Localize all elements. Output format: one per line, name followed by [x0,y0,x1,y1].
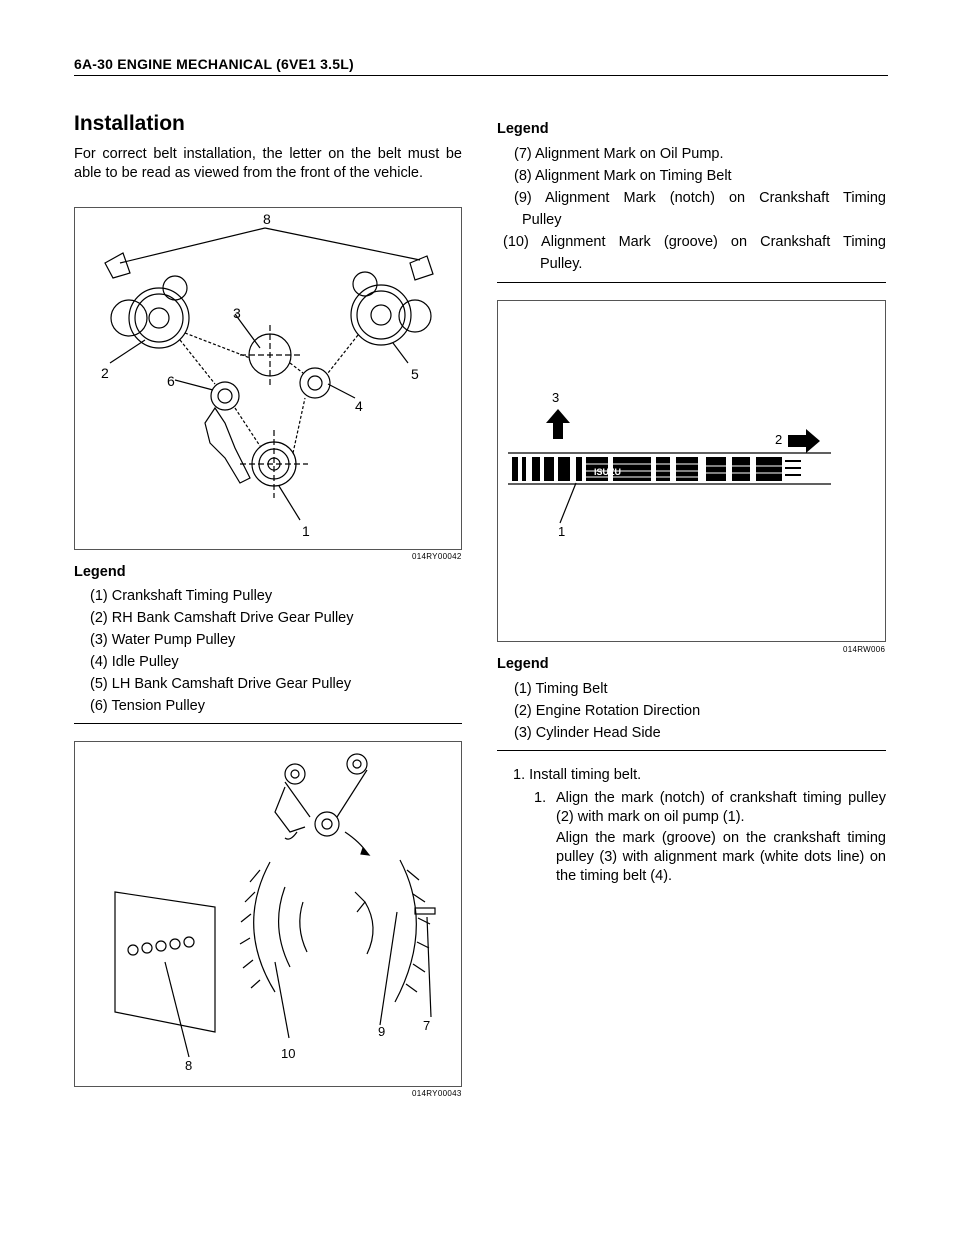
callout-4: 4 [355,398,363,414]
legend1-item: (3) Water Pump Pulley [90,632,236,648]
legend2-item: Pulley [522,212,562,228]
figure-timing-belt-marking [497,300,886,642]
callout-9: 9 [378,1024,386,1039]
belt-brand-text: ISUZU [594,467,621,477]
legend3-list [514,678,700,744]
substep-1-continuation: Align the mark (groove) on the crankshaft timing pulley (3) with alignment mark (white dots line) on the timing belt (4). [556,830,886,884]
figure2-code: 014RY00043 [412,1089,462,1098]
callout-3: 3 [233,305,241,321]
legend2-rule [497,282,886,283]
callout-3: 3 [552,390,560,405]
legend1-title: Legend [74,564,126,580]
callout-2: 2 [101,365,109,381]
legend1-list [90,585,354,717]
header-rule [74,75,888,76]
legend1-item: (1) Crankshaft Timing Pulley [90,588,273,604]
legend1-rule [74,723,462,724]
callout-10: 10 [281,1046,296,1061]
figure3-code: 014RW006 [843,645,886,654]
figure-timing-belt-layout [74,207,462,550]
legend2-item: (7) Alignment Mark on Oil Pump. [514,146,724,162]
page-header: 6A-30 ENGINE MECHANICAL (6VE1 3.5L) [74,56,354,72]
rotation-direction-arrow-icon [788,429,820,453]
substep-1-number: 1. [534,790,547,806]
callout-6: 6 [167,373,175,389]
legend2-title: Legend [497,121,549,137]
alignment-marks-illustration [75,742,461,1086]
legend1-item: (4) Idle Pulley [90,654,179,670]
legend2-item: (10) Alignment Mark (groove) on Crankshaft Timing [503,234,886,250]
timing-belt-marking-illustration [498,301,885,641]
figure-alignment-marks [74,741,462,1087]
legend2-item: (9) Alignment Mark (notch) on Crankshaft Timing [514,190,886,206]
callout-1: 1 [558,524,566,539]
figure1-code: 014RY00042 [412,552,462,561]
legend1-item: (5) LH Bank Camshaft Drive Gear Pulley [90,676,352,692]
legend2-item: Pulley. [540,256,583,272]
legend2-item: (8) Alignment Mark on Timing Belt [514,168,732,184]
callout-8: 8 [263,211,271,227]
legend3-item: (3) Cylinder Head Side [514,725,661,741]
callout-7: 7 [423,1018,431,1033]
legend2-list [497,143,886,275]
intro-paragraph: For correct belt installation, the letter on the belt must be able to be read as viewed from the front of the vehicle. [74,146,462,181]
section-title: Installation [74,112,185,135]
cylinder-head-arrow-icon [546,409,570,439]
legend3-title: Legend [497,656,549,672]
legend3-item: (2) Engine Rotation Direction [514,703,701,719]
callout-5: 5 [411,366,419,382]
legend1-item: (6) Tension Pulley [90,698,205,714]
legend3-rule [497,750,886,751]
callout-2: 2 [775,432,783,447]
substep-1-text: Align the mark (notch) of crankshaft timing pulley (2) with mark on oil pump (1). [556,790,886,825]
callout-8b: 8 [185,1058,193,1073]
callout-1: 1 [302,523,310,539]
legend3-item: (1) Timing Belt [514,681,608,697]
timing-belt-layout-illustration [75,208,461,549]
step-1: 1. Install timing belt. [513,767,642,783]
legend1-item: (2) RH Bank Camshaft Drive Gear Pulley [90,610,354,626]
